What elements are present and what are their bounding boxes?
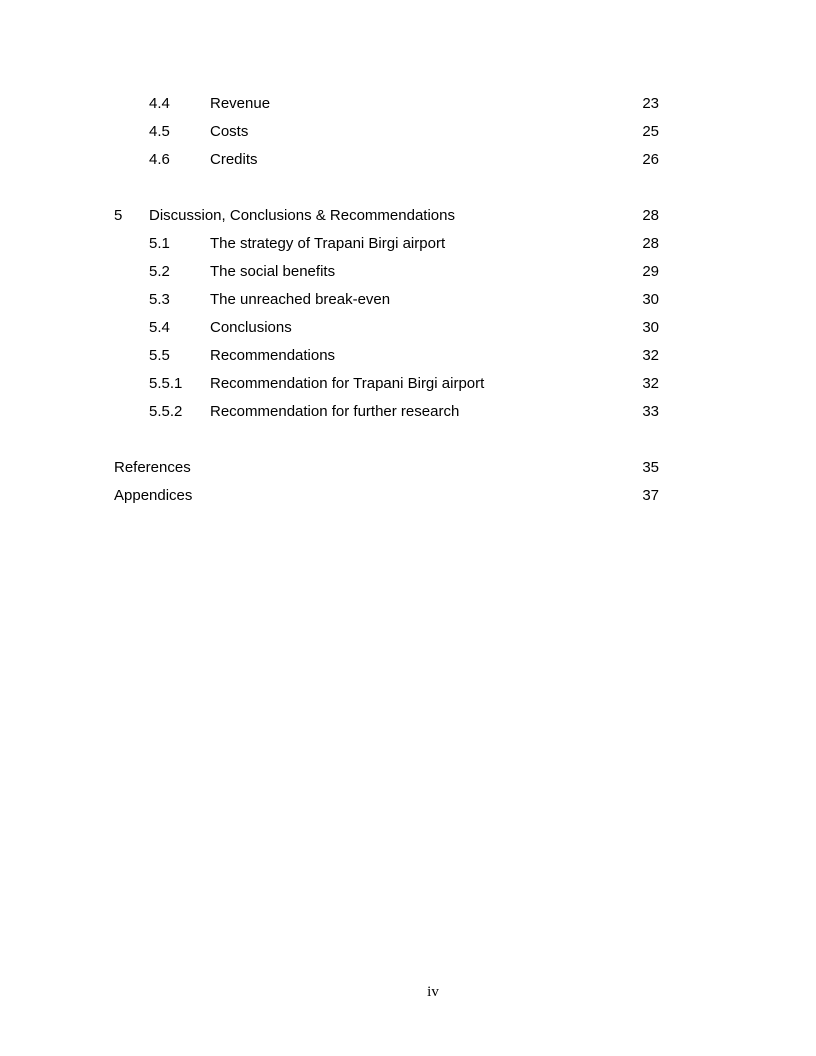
toc-entry-title: Discussion, Conclusions & Recommendations: [149, 207, 455, 224]
toc-entry-5-2: [0, 258, 816, 286]
toc-entry-number: 5.5: [149, 347, 170, 364]
toc-entry-4-6: [0, 146, 816, 174]
page-number: iv: [427, 984, 439, 1000]
toc-entry-page: 29: [642, 263, 659, 280]
toc-entry-number: 4.4: [149, 95, 170, 112]
toc-entry-5-5-2: [0, 398, 816, 426]
toc-entry-number: 5.5.2: [149, 403, 183, 420]
toc-entry-page: 30: [642, 291, 659, 308]
toc-entry-number: 4.6: [149, 151, 170, 168]
toc-entry-page: 26: [642, 151, 659, 168]
toc-entry-title: Recommendations: [210, 347, 336, 364]
toc-entry-page: 25: [642, 123, 659, 140]
toc-entry-page: 28: [642, 207, 659, 224]
toc-entry-5-4: [0, 314, 816, 342]
toc-entry-title: Recommendation for Trapani Birgi airport: [210, 375, 485, 392]
toc-entry-page: 37: [642, 487, 659, 504]
toc-entry-5-5: [0, 342, 816, 370]
toc-entry-number: 5.4: [149, 319, 170, 336]
toc-entry-title: Appendices: [114, 487, 193, 504]
toc-entry-page: 33: [642, 403, 659, 420]
toc-entry-number: 4.5: [149, 123, 170, 140]
toc-entry-page: 32: [642, 347, 659, 364]
toc-entry-appendices: [0, 482, 816, 510]
toc-entry-title: The unreached break-even: [210, 291, 391, 308]
toc-entry-title: The social benefits: [210, 263, 336, 280]
toc-entry-title: Recommendation for further research: [210, 403, 460, 420]
toc-entry-number: 5.2: [149, 263, 170, 280]
toc-entry-number: 5.3: [149, 291, 170, 308]
table-of-contents: [0, 90, 816, 510]
toc-entry-references: [0, 454, 816, 482]
toc-entry-title: Costs: [210, 123, 249, 140]
toc-entry-page: 30: [642, 319, 659, 336]
toc-entry-5-3: [0, 286, 816, 314]
toc-entry-title: References: [114, 459, 191, 476]
toc-entry-4-4: [0, 90, 816, 118]
toc-entry-number: 5.5.1: [149, 375, 183, 392]
toc-entry-4-5: [0, 118, 816, 146]
toc-entry-page: 32: [642, 375, 659, 392]
toc-entry-5: [0, 202, 816, 230]
toc-entry-page: 35: [642, 459, 659, 476]
toc-entry-title: The strategy of Trapani Birgi airport: [210, 235, 446, 252]
toc-entry-page: 28: [642, 235, 659, 252]
toc-entry-5-5-1: [0, 370, 816, 398]
toc-entry-5-1: [0, 230, 816, 258]
toc-entry-title: Revenue: [210, 95, 271, 112]
toc-entry-title: Conclusions: [210, 319, 292, 336]
toc-entry-page: 23: [642, 95, 659, 112]
toc-entry-number: 5.1: [149, 235, 170, 252]
toc-entry-title: Credits: [210, 151, 258, 168]
toc-entry-number: 5: [114, 207, 123, 224]
